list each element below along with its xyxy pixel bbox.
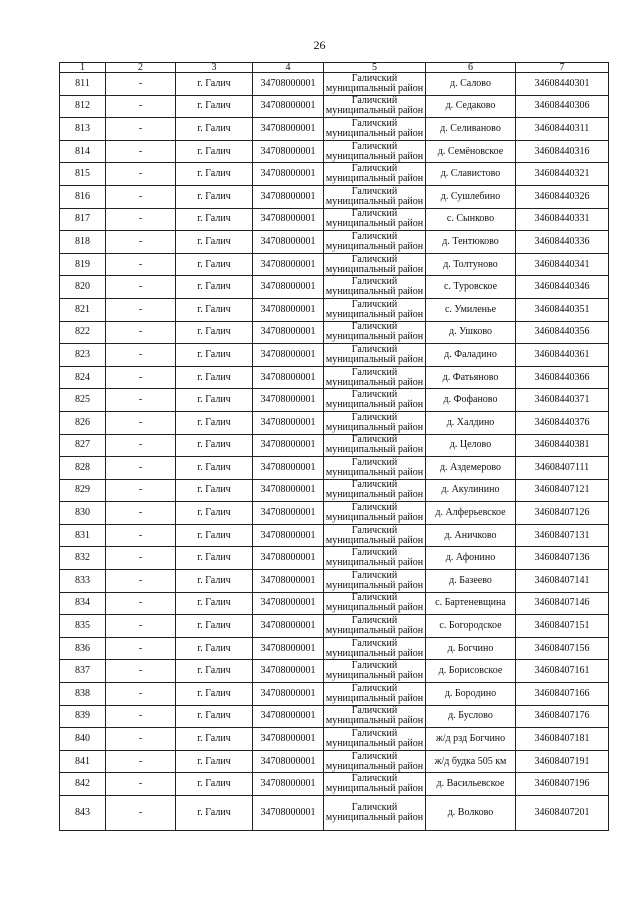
- code-cell: 34708000001: [253, 434, 324, 457]
- row-number-cell: 831: [60, 524, 106, 547]
- row-number-cell: 833: [60, 570, 106, 593]
- code-cell: 34708000001: [253, 73, 324, 96]
- column-2-cell: -: [106, 705, 176, 728]
- oktmo-code-cell: 34608440346: [516, 276, 609, 299]
- district-cell: Галичский муниципальный район: [324, 705, 426, 728]
- city-cell: г. Галич: [176, 389, 253, 412]
- city-cell: г. Галич: [176, 750, 253, 773]
- column-2-cell: -: [106, 185, 176, 208]
- district-cell: Галичский муниципальный район: [324, 660, 426, 683]
- code-cell: 34708000001: [253, 502, 324, 525]
- row-number-cell: 830: [60, 502, 106, 525]
- city-cell: г. Галич: [176, 660, 253, 683]
- table-row: [60, 750, 609, 773]
- code-cell: 34708000001: [253, 683, 324, 706]
- district-cell: Галичский муниципальный район: [324, 163, 426, 186]
- oktmo-code-cell: 34608440311: [516, 118, 609, 141]
- district-cell: Галичский муниципальный район: [324, 321, 426, 344]
- city-cell: г. Галич: [176, 208, 253, 231]
- code-cell: 34708000001: [253, 389, 324, 412]
- row-number-cell: 835: [60, 615, 106, 638]
- column-2-cell: -: [106, 660, 176, 683]
- city-cell: г. Галич: [176, 231, 253, 254]
- district-cell: Галичский муниципальный район: [324, 750, 426, 773]
- table-row: [60, 73, 609, 96]
- table-row: [60, 705, 609, 728]
- column-2-cell: -: [106, 163, 176, 186]
- table-row: [60, 411, 609, 434]
- row-number-cell: 811: [60, 73, 106, 96]
- settlement-cell: д. Богчино: [426, 637, 516, 660]
- settlement-cell: д. Акулинино: [426, 479, 516, 502]
- table-row: [60, 140, 609, 163]
- oktmo-code-cell: 34608407196: [516, 773, 609, 796]
- oktmo-code-cell: 34608407126: [516, 502, 609, 525]
- settlement-cell: д. Толтуново: [426, 253, 516, 276]
- oktmo-code-cell: 34608440371: [516, 389, 609, 412]
- oktmo-code-cell: 34608407131: [516, 524, 609, 547]
- city-cell: г. Галич: [176, 479, 253, 502]
- row-number-cell: 821: [60, 298, 106, 321]
- column-2-cell: -: [106, 479, 176, 502]
- column-2-cell: -: [106, 389, 176, 412]
- city-cell: г. Галич: [176, 276, 253, 299]
- table-row: [60, 298, 609, 321]
- table-row: [60, 457, 609, 480]
- code-cell: 34708000001: [253, 253, 324, 276]
- city-cell: г. Галич: [176, 366, 253, 389]
- city-cell: г. Галич: [176, 773, 253, 796]
- oktmo-code-cell: 34608440326: [516, 185, 609, 208]
- oktmo-code-cell: 34608407121: [516, 479, 609, 502]
- district-cell: Галичский муниципальный район: [324, 185, 426, 208]
- settlement-cell: с. Умиленье: [426, 298, 516, 321]
- settlement-cell: с. Богородское: [426, 615, 516, 638]
- row-number-cell: 840: [60, 728, 106, 751]
- table-row: [60, 524, 609, 547]
- settlement-cell: д. Борисовское: [426, 660, 516, 683]
- column-2-cell: -: [106, 253, 176, 276]
- settlement-cell: д. Целово: [426, 434, 516, 457]
- code-cell: 34708000001: [253, 705, 324, 728]
- oktmo-code-cell: 34608407156: [516, 637, 609, 660]
- column-2-cell: -: [106, 344, 176, 367]
- column-header: 5: [324, 63, 426, 73]
- column-2-cell: -: [106, 796, 176, 831]
- table-row: [60, 637, 609, 660]
- column-2-cell: -: [106, 547, 176, 570]
- table-row: [60, 502, 609, 525]
- table-row: [60, 683, 609, 706]
- row-number-cell: 832: [60, 547, 106, 570]
- table-row: [60, 547, 609, 570]
- row-number-cell: 812: [60, 95, 106, 118]
- code-cell: 34708000001: [253, 231, 324, 254]
- city-cell: г. Галич: [176, 615, 253, 638]
- district-cell: Галичский муниципальный район: [324, 231, 426, 254]
- row-number-cell: 819: [60, 253, 106, 276]
- district-cell: Галичский муниципальный район: [324, 637, 426, 660]
- oktmo-code-cell: 34608407136: [516, 547, 609, 570]
- code-cell: 34708000001: [253, 298, 324, 321]
- header-row: [60, 63, 609, 73]
- row-number-cell: 839: [60, 705, 106, 728]
- column-2-cell: -: [106, 73, 176, 96]
- code-cell: 34708000001: [253, 615, 324, 638]
- column-header: 4: [253, 63, 324, 73]
- table-row: [60, 321, 609, 344]
- column-2-cell: -: [106, 411, 176, 434]
- oktmo-code-cell: 34608407181: [516, 728, 609, 751]
- code-cell: 34708000001: [253, 140, 324, 163]
- district-cell: Галичский муниципальный район: [324, 592, 426, 615]
- district-cell: Галичский муниципальный район: [324, 547, 426, 570]
- column-header: 6: [426, 63, 516, 73]
- row-number-cell: 825: [60, 389, 106, 412]
- oktmo-code-cell: 34608407151: [516, 615, 609, 638]
- city-cell: г. Галич: [176, 502, 253, 525]
- code-cell: 34708000001: [253, 547, 324, 570]
- row-number-cell: 841: [60, 750, 106, 773]
- oktmo-code-cell: 34608407201: [516, 796, 609, 831]
- column-2-cell: -: [106, 457, 176, 480]
- row-number-cell: 820: [60, 276, 106, 299]
- table-row: [60, 276, 609, 299]
- city-cell: г. Галич: [176, 163, 253, 186]
- city-cell: г. Галич: [176, 118, 253, 141]
- city-cell: г. Галич: [176, 298, 253, 321]
- code-cell: 34708000001: [253, 773, 324, 796]
- code-cell: 34708000001: [253, 185, 324, 208]
- district-cell: Галичский муниципальный район: [324, 683, 426, 706]
- settlement-cell: д. Фаладино: [426, 344, 516, 367]
- registry-table: [59, 62, 609, 831]
- row-number-cell: 817: [60, 208, 106, 231]
- code-cell: 34708000001: [253, 637, 324, 660]
- city-cell: г. Галич: [176, 547, 253, 570]
- settlement-cell: с. Бартеневщина: [426, 592, 516, 615]
- city-cell: г. Галич: [176, 140, 253, 163]
- district-cell: Галичский муниципальный район: [324, 570, 426, 593]
- code-cell: 34708000001: [253, 411, 324, 434]
- city-cell: г. Галич: [176, 683, 253, 706]
- table-row: [60, 434, 609, 457]
- table-row: [60, 344, 609, 367]
- row-number-cell: 836: [60, 637, 106, 660]
- table-row: [60, 773, 609, 796]
- city-cell: г. Галич: [176, 637, 253, 660]
- code-cell: 34708000001: [253, 796, 324, 831]
- oktmo-code-cell: 34608407161: [516, 660, 609, 683]
- city-cell: г. Галич: [176, 434, 253, 457]
- column-2-cell: -: [106, 298, 176, 321]
- column-2-cell: -: [106, 140, 176, 163]
- column-2-cell: -: [106, 728, 176, 751]
- code-cell: 34708000001: [253, 728, 324, 751]
- settlement-cell: д. Фатьяново: [426, 366, 516, 389]
- code-cell: 34708000001: [253, 344, 324, 367]
- oktmo-code-cell: 34608407111: [516, 457, 609, 480]
- city-cell: г. Галич: [176, 411, 253, 434]
- settlement-cell: д. Седаково: [426, 95, 516, 118]
- oktmo-code-cell: 34608440306: [516, 95, 609, 118]
- city-cell: г. Галич: [176, 570, 253, 593]
- column-2-cell: -: [106, 773, 176, 796]
- settlement-cell: д. Фофаново: [426, 389, 516, 412]
- row-number-cell: 829: [60, 479, 106, 502]
- column-2-cell: -: [106, 750, 176, 773]
- column-2-cell: -: [106, 434, 176, 457]
- table-row: [60, 95, 609, 118]
- table-row: [60, 185, 609, 208]
- settlement-cell: д. Селиваново: [426, 118, 516, 141]
- column-header: 7: [516, 63, 609, 73]
- district-cell: Галичский муниципальный район: [324, 253, 426, 276]
- settlement-cell: д. Сушлебино: [426, 185, 516, 208]
- table-row: [60, 118, 609, 141]
- code-cell: 34708000001: [253, 524, 324, 547]
- table-row: [60, 728, 609, 751]
- row-number-cell: 813: [60, 118, 106, 141]
- page-number: 26: [313, 38, 326, 52]
- table-row: [60, 366, 609, 389]
- oktmo-code-cell: 34608407191: [516, 750, 609, 773]
- city-cell: г. Галич: [176, 344, 253, 367]
- settlement-cell: д. Васильевское: [426, 773, 516, 796]
- table-row: [60, 615, 609, 638]
- table-row: [60, 163, 609, 186]
- settlement-cell: д. Буслово: [426, 705, 516, 728]
- settlement-cell: д. Халдино: [426, 411, 516, 434]
- city-cell: г. Галич: [176, 253, 253, 276]
- settlement-cell: ж/д рзд Богчино: [426, 728, 516, 751]
- column-header: 2: [106, 63, 176, 73]
- table-row: [60, 389, 609, 412]
- row-number-cell: 827: [60, 434, 106, 457]
- code-cell: 34708000001: [253, 457, 324, 480]
- code-cell: 34708000001: [253, 95, 324, 118]
- row-number-cell: 815: [60, 163, 106, 186]
- column-2-cell: -: [106, 615, 176, 638]
- oktmo-code-cell: 34608407146: [516, 592, 609, 615]
- code-cell: 34708000001: [253, 163, 324, 186]
- column-header: 1: [60, 63, 106, 73]
- city-cell: г. Галич: [176, 524, 253, 547]
- district-cell: Галичский муниципальный район: [324, 773, 426, 796]
- oktmo-code-cell: 34608440331: [516, 208, 609, 231]
- district-cell: Галичский муниципальный район: [324, 298, 426, 321]
- oktmo-code-cell: 34608440351: [516, 298, 609, 321]
- table-row: [60, 231, 609, 254]
- district-cell: Галичский муниципальный район: [324, 208, 426, 231]
- column-2-cell: -: [106, 683, 176, 706]
- row-number-cell: 834: [60, 592, 106, 615]
- oktmo-code-cell: 34608440316: [516, 140, 609, 163]
- district-cell: Галичский муниципальный район: [324, 118, 426, 141]
- table-row: [60, 208, 609, 231]
- oktmo-code-cell: 34608440361: [516, 344, 609, 367]
- oktmo-code-cell: 34608440376: [516, 411, 609, 434]
- table-row: [60, 796, 609, 831]
- column-2-cell: -: [106, 637, 176, 660]
- district-cell: Галичский муниципальный район: [324, 140, 426, 163]
- district-cell: Галичский муниципальный район: [324, 796, 426, 831]
- settlement-cell: д. Волково: [426, 796, 516, 831]
- oktmo-code-cell: 34608440336: [516, 231, 609, 254]
- district-cell: Галичский муниципальный район: [324, 479, 426, 502]
- city-cell: г. Галич: [176, 796, 253, 831]
- column-header: 3: [176, 63, 253, 73]
- column-2-cell: -: [106, 592, 176, 615]
- city-cell: г. Галич: [176, 321, 253, 344]
- column-2-cell: -: [106, 502, 176, 525]
- city-cell: г. Галич: [176, 185, 253, 208]
- table-row: [60, 660, 609, 683]
- oktmo-code-cell: 34608407141: [516, 570, 609, 593]
- row-number-cell: 837: [60, 660, 106, 683]
- settlement-cell: д. Ушково: [426, 321, 516, 344]
- settlement-cell: д. Семёновское: [426, 140, 516, 163]
- column-2-cell: -: [106, 276, 176, 299]
- city-cell: г. Галич: [176, 95, 253, 118]
- oktmo-code-cell: 34608440321: [516, 163, 609, 186]
- oktmo-code-cell: 34608407166: [516, 683, 609, 706]
- code-cell: 34708000001: [253, 570, 324, 593]
- row-number-cell: 842: [60, 773, 106, 796]
- oktmo-code-cell: 34608440356: [516, 321, 609, 344]
- district-cell: Галичский муниципальный район: [324, 615, 426, 638]
- settlement-cell: д. Афонино: [426, 547, 516, 570]
- oktmo-code-cell: 34608440381: [516, 434, 609, 457]
- row-number-cell: 816: [60, 185, 106, 208]
- city-cell: г. Галич: [176, 705, 253, 728]
- district-cell: Галичский муниципальный район: [324, 95, 426, 118]
- settlement-cell: д. Аздемерово: [426, 457, 516, 480]
- settlement-cell: д. Базеево: [426, 570, 516, 593]
- settlement-cell: д. Бородино: [426, 683, 516, 706]
- district-cell: Галичский муниципальный район: [324, 411, 426, 434]
- district-cell: Галичский муниципальный район: [324, 344, 426, 367]
- district-cell: Галичский муниципальный район: [324, 434, 426, 457]
- row-number-cell: 814: [60, 140, 106, 163]
- district-cell: Галичский муниципальный район: [324, 366, 426, 389]
- settlement-cell: д. Салово: [426, 73, 516, 96]
- settlement-cell: ж/д будка 505 км: [426, 750, 516, 773]
- code-cell: 34708000001: [253, 208, 324, 231]
- table-row: [60, 592, 609, 615]
- code-cell: 34708000001: [253, 750, 324, 773]
- code-cell: 34708000001: [253, 592, 324, 615]
- code-cell: 34708000001: [253, 366, 324, 389]
- table-row: [60, 253, 609, 276]
- row-number-cell: 822: [60, 321, 106, 344]
- district-cell: Галичский муниципальный район: [324, 457, 426, 480]
- oktmo-code-cell: 34608407176: [516, 705, 609, 728]
- settlement-cell: с. Сынково: [426, 208, 516, 231]
- row-number-cell: 843: [60, 796, 106, 831]
- settlement-cell: д. Тентюково: [426, 231, 516, 254]
- code-cell: 34708000001: [253, 321, 324, 344]
- column-2-cell: -: [106, 321, 176, 344]
- city-cell: г. Галич: [176, 592, 253, 615]
- oktmo-code-cell: 34608440301: [516, 73, 609, 96]
- district-cell: Галичский муниципальный район: [324, 389, 426, 412]
- column-2-cell: -: [106, 118, 176, 141]
- district-cell: Галичский муниципальный район: [324, 502, 426, 525]
- district-cell: Галичский муниципальный район: [324, 73, 426, 96]
- row-number-cell: 838: [60, 683, 106, 706]
- column-2-cell: -: [106, 95, 176, 118]
- district-cell: Галичский муниципальный район: [324, 276, 426, 299]
- oktmo-code-cell: 34608440366: [516, 366, 609, 389]
- oktmo-code-cell: 34608440341: [516, 253, 609, 276]
- row-number-cell: 818: [60, 231, 106, 254]
- code-cell: 34708000001: [253, 479, 324, 502]
- settlement-cell: д. Аничково: [426, 524, 516, 547]
- city-cell: г. Галич: [176, 457, 253, 480]
- district-cell: Галичский муниципальный район: [324, 728, 426, 751]
- district-cell: Галичский муниципальный район: [324, 524, 426, 547]
- table-row: [60, 479, 609, 502]
- code-cell: 34708000001: [253, 118, 324, 141]
- column-2-cell: -: [106, 208, 176, 231]
- row-number-cell: 826: [60, 411, 106, 434]
- row-number-cell: 824: [60, 366, 106, 389]
- row-number-cell: 823: [60, 344, 106, 367]
- code-cell: 34708000001: [253, 276, 324, 299]
- settlement-cell: д. Алферьевское: [426, 502, 516, 525]
- row-number-cell: 828: [60, 457, 106, 480]
- settlement-cell: д. Славистово: [426, 163, 516, 186]
- column-2-cell: -: [106, 524, 176, 547]
- column-2-cell: -: [106, 366, 176, 389]
- settlement-cell: с. Туровское: [426, 276, 516, 299]
- city-cell: г. Галич: [176, 728, 253, 751]
- table-row: [60, 570, 609, 593]
- column-2-cell: -: [106, 231, 176, 254]
- city-cell: г. Галич: [176, 73, 253, 96]
- code-cell: 34708000001: [253, 660, 324, 683]
- column-2-cell: -: [106, 570, 176, 593]
